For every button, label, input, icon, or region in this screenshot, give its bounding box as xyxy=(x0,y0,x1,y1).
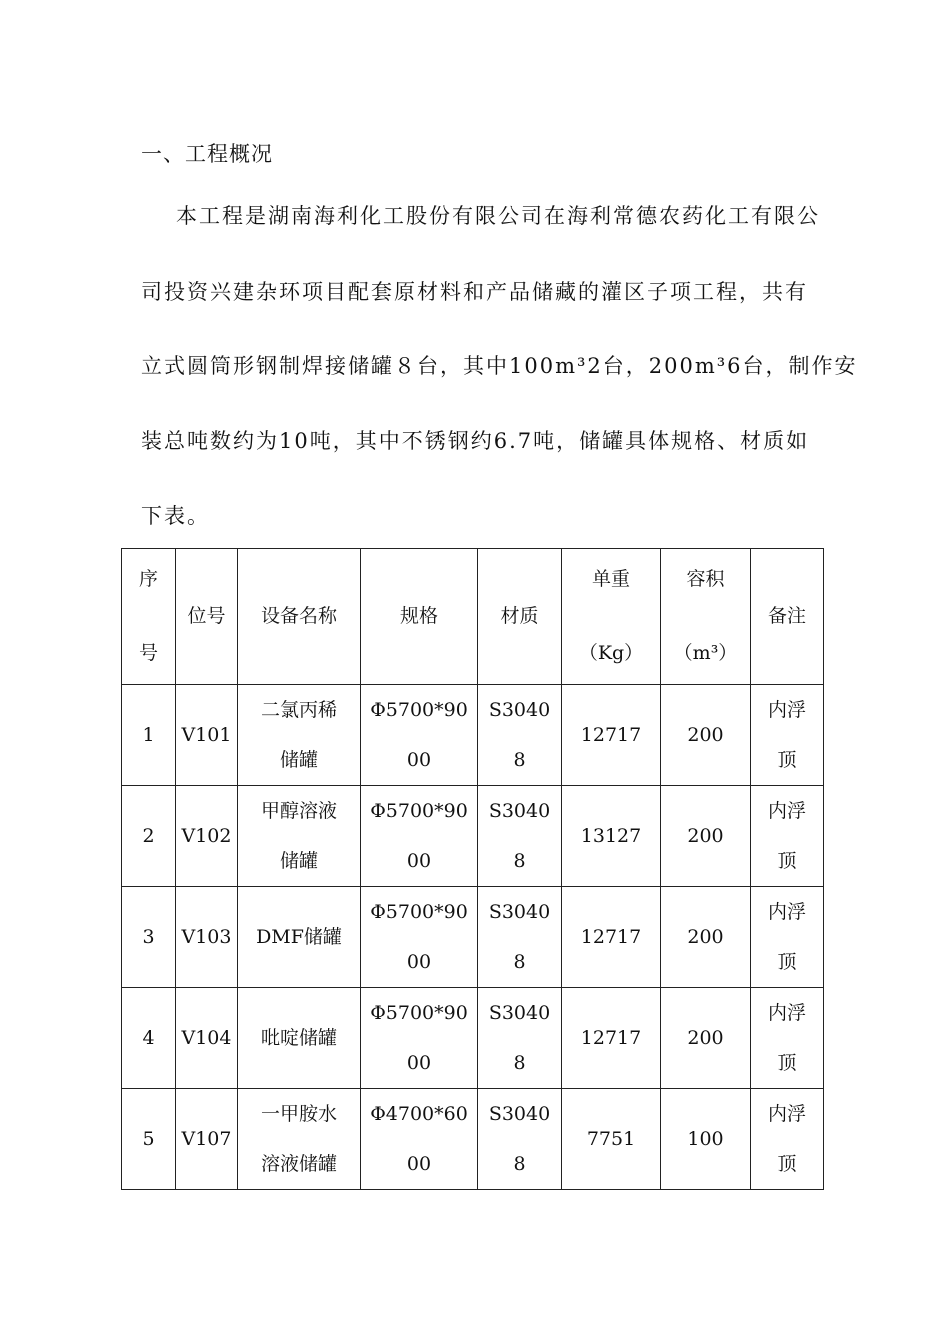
header-cell-tag: 位号 xyxy=(176,549,238,685)
cell-line: 储罐 xyxy=(279,749,318,771)
cell-weight: 13127 xyxy=(562,786,661,887)
cell-line: 内浮 xyxy=(767,800,806,822)
paragraph-line: 装总吨数约为10吨，其中不锈钢约6.7吨，储罐具体规格、材质如 xyxy=(141,429,810,453)
cell-line: 储罐 xyxy=(279,850,318,872)
cell-name xyxy=(238,988,361,1089)
cell-material xyxy=(478,1089,562,1190)
cell-note xyxy=(751,988,824,1089)
cell-no: 2 xyxy=(122,786,176,887)
cell-tag: V103 xyxy=(176,887,238,988)
paragraph-line: 本工程是湖南海利化工股份有限公司在海利常德农药化工有限公 xyxy=(176,204,820,228)
cell-weight: 7751 xyxy=(562,1089,661,1190)
section-heading: 一、工程概况 xyxy=(141,142,273,166)
cell-line: Φ5700*90 xyxy=(370,1002,468,1024)
cell-line: 吡啶储罐 xyxy=(260,1027,337,1049)
cell-line: 二氯丙稀 xyxy=(260,699,337,721)
cell-tag: V102 xyxy=(176,786,238,887)
cell-line: 00 xyxy=(406,749,432,771)
cell-no: 4 xyxy=(122,988,176,1089)
table-row xyxy=(122,786,824,887)
cell-line: 一甲胺水 xyxy=(260,1103,337,1125)
cell-line: 溶液储罐 xyxy=(260,1153,337,1175)
header-cell-name: 设备名称 xyxy=(238,549,361,685)
cell-line: Φ4700*60 xyxy=(370,1103,468,1125)
cell-note xyxy=(751,1089,824,1190)
header-cell-note: 备注 xyxy=(751,549,824,685)
cell-line: 8 xyxy=(513,749,526,771)
header-label: 号 xyxy=(138,642,158,664)
cell-tag: V101 xyxy=(176,685,238,786)
cell-no: 1 xyxy=(122,685,176,786)
header-label: 单重 xyxy=(591,568,630,590)
cell-spec xyxy=(361,685,478,786)
cell-line: 8 xyxy=(513,1052,526,1074)
cell-line: 顶 xyxy=(777,951,797,973)
cell-line: 00 xyxy=(406,951,432,973)
cell-line: 8 xyxy=(513,951,526,973)
cell-line: S3040 xyxy=(488,800,551,822)
cell-line: Φ5700*90 xyxy=(370,699,468,721)
cell-line: 00 xyxy=(406,1052,432,1074)
cell-tag: V107 xyxy=(176,1089,238,1190)
cell-line: DMF储罐 xyxy=(256,926,342,948)
cell-line: Φ5700*90 xyxy=(370,901,468,923)
cell-line: 8 xyxy=(513,1153,526,1175)
cell-weight: 12717 xyxy=(562,988,661,1089)
cell-line: 8 xyxy=(513,850,526,872)
cell-tag: V104 xyxy=(176,988,238,1089)
cell-material xyxy=(478,685,562,786)
cell-line: 顶 xyxy=(777,850,797,872)
cell-name xyxy=(238,786,361,887)
cell-volume: 100 xyxy=(661,1089,751,1190)
cell-note xyxy=(751,786,824,887)
cell-spec xyxy=(361,988,478,1089)
table-row xyxy=(122,685,824,786)
cell-line: 顶 xyxy=(777,1052,797,1074)
paragraph-line: 立式圆筒形钢制焊接储罐８台，其中100m³2台，200m³6台，制作安 xyxy=(141,354,858,378)
cell-volume: 200 xyxy=(661,988,751,1089)
header-label: 容积 xyxy=(686,568,725,590)
header-cell-spec: 规格 xyxy=(361,549,478,685)
cell-material xyxy=(478,887,562,988)
cell-name xyxy=(238,1089,361,1190)
cell-weight: 12717 xyxy=(562,887,661,988)
cell-volume: 200 xyxy=(661,685,751,786)
cell-line: 内浮 xyxy=(767,1002,806,1024)
cell-spec xyxy=(361,887,478,988)
cell-name xyxy=(238,887,361,988)
paragraph-line: 下表。 xyxy=(141,504,210,528)
cell-line: 00 xyxy=(406,850,432,872)
table-row xyxy=(122,887,824,988)
cell-line: S3040 xyxy=(488,1002,551,1024)
table-row xyxy=(122,1089,824,1190)
cell-line: 内浮 xyxy=(767,1103,806,1125)
header-label: （Kg） xyxy=(578,642,644,664)
cell-line: 内浮 xyxy=(767,699,806,721)
cell-line: 顶 xyxy=(777,1153,797,1175)
cell-spec xyxy=(361,786,478,887)
header-label: （m³） xyxy=(673,642,738,664)
cell-line: S3040 xyxy=(488,1103,551,1125)
header-cell-volume xyxy=(661,549,751,685)
cell-line: 内浮 xyxy=(767,901,806,923)
cell-line: 00 xyxy=(406,1153,432,1175)
cell-volume: 200 xyxy=(661,786,751,887)
cell-line: S3040 xyxy=(488,699,551,721)
cell-note xyxy=(751,685,824,786)
cell-volume: 200 xyxy=(661,887,751,988)
cell-note xyxy=(751,887,824,988)
cell-no: 5 xyxy=(122,1089,176,1190)
paragraph-line: 司投资兴建杂环项目配套原材料和产品储藏的灌区子项工程，共有 xyxy=(141,280,808,304)
cell-line: 顶 xyxy=(777,749,797,771)
cell-weight: 12717 xyxy=(562,685,661,786)
cell-material xyxy=(478,786,562,887)
header-cell-weight xyxy=(562,549,661,685)
cell-spec xyxy=(361,1089,478,1190)
table-header-row xyxy=(122,549,824,685)
header-cell-no xyxy=(122,549,176,685)
cell-line: 甲醇溶液 xyxy=(260,800,337,822)
header-label: 序 xyxy=(138,568,158,590)
cell-line: S3040 xyxy=(488,901,551,923)
cell-name xyxy=(238,685,361,786)
table-row xyxy=(122,988,824,1089)
tank-spec-table xyxy=(121,548,824,1190)
cell-no: 3 xyxy=(122,887,176,988)
cell-material xyxy=(478,988,562,1089)
cell-line: Φ5700*90 xyxy=(370,800,468,822)
header-cell-material: 材质 xyxy=(478,549,562,685)
